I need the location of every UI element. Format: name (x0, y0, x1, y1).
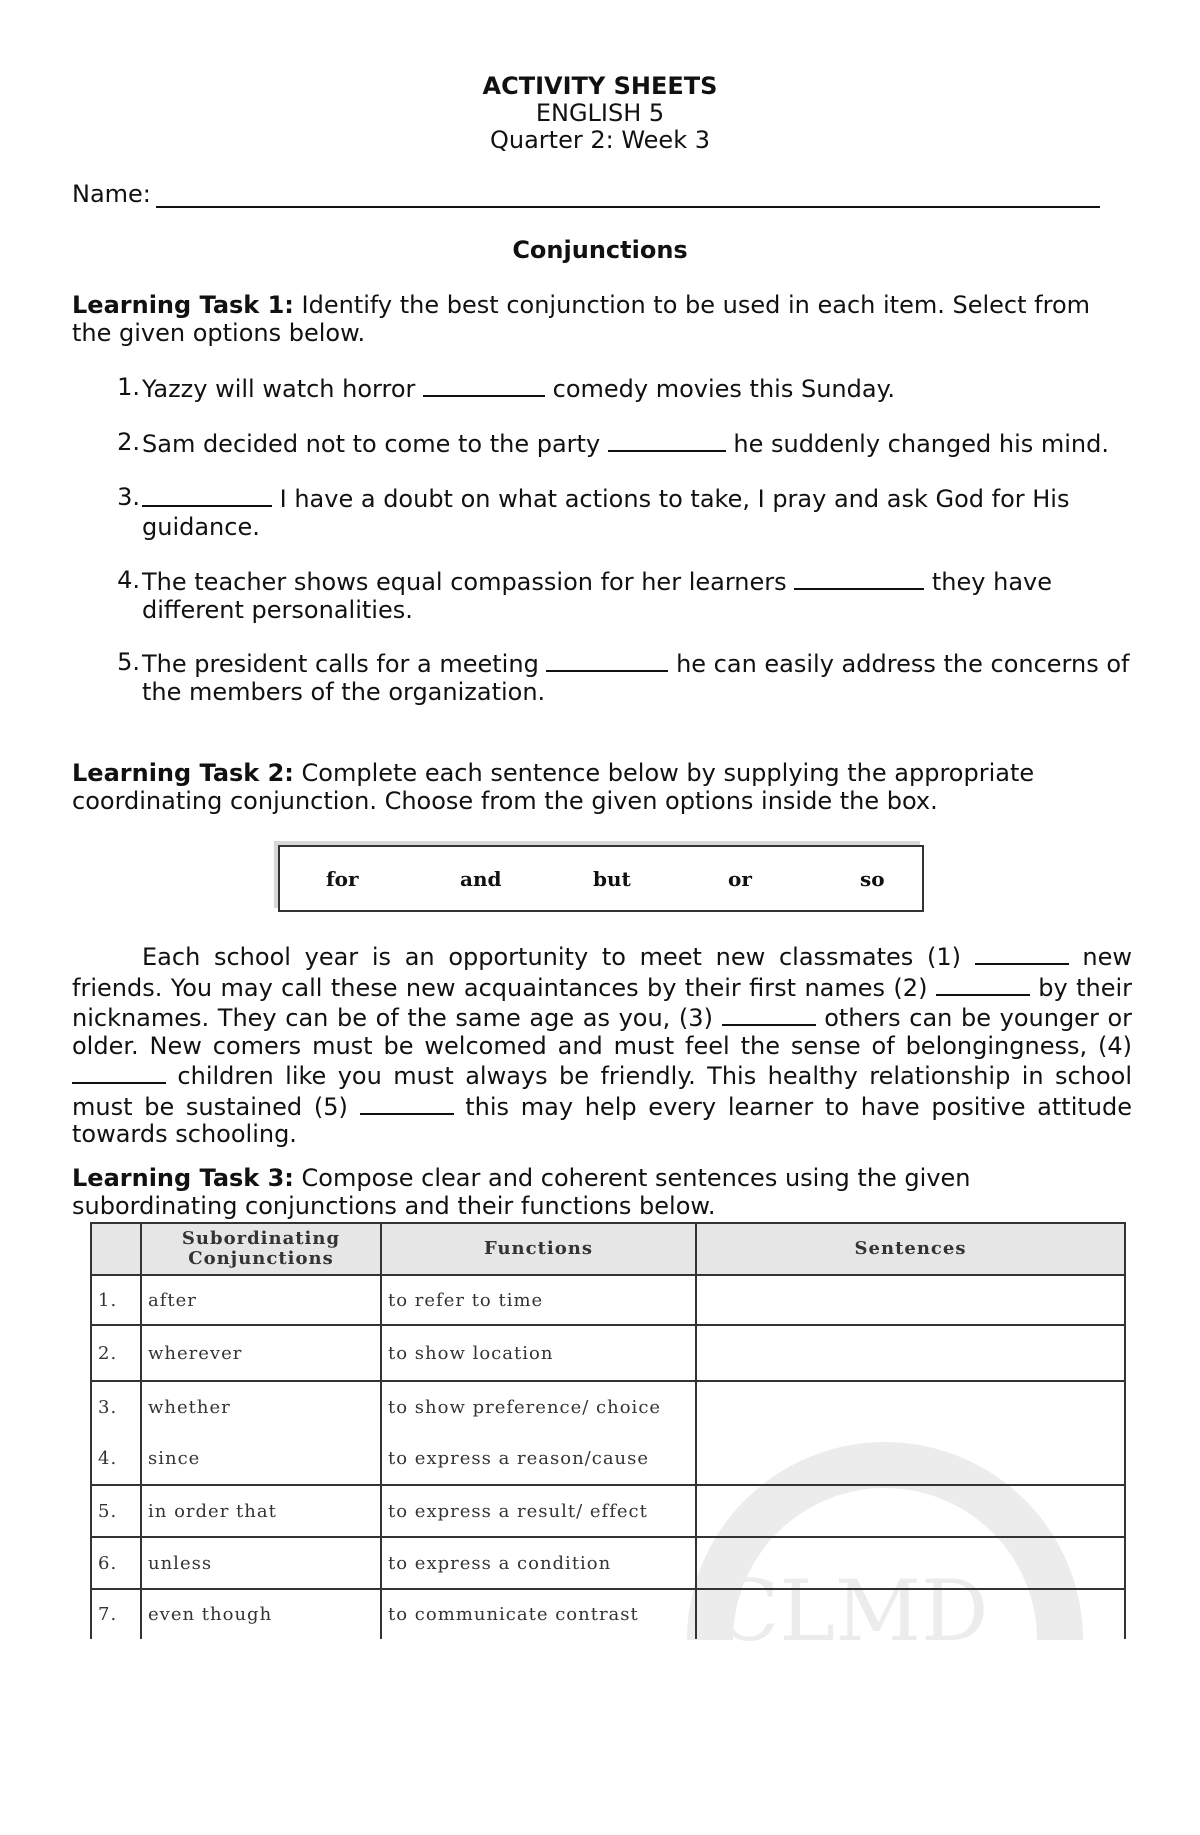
row-conjunction: whether (141, 1381, 381, 1433)
item-text-after: I have a doubt on what actions to take, I pray and ask God for His guidance. (142, 485, 1070, 541)
row-number: 2. (91, 1325, 141, 1381)
task2-instruction-text: Complete each sentence below by supplying the appropriate coordinating conjunction. Choose from the given options inside the box. (72, 759, 1035, 815)
conjunction-options-box (278, 845, 924, 912)
col-subordinating-conjunctions: Subordinating Conjunctions (141, 1223, 381, 1275)
item-text-after: he suddenly changed his mind. (725, 430, 1109, 458)
row-function: to communicate contrast (381, 1589, 696, 1639)
row-function: to refer to time (381, 1275, 696, 1325)
row-number: 6. (91, 1537, 141, 1589)
passage-text: new friends. You may call these new acquaintances by their first names (2) (72, 943, 1133, 1002)
table-row (91, 1589, 1125, 1639)
col-number (91, 1223, 141, 1275)
passage-blank-2[interactable] (936, 972, 1030, 996)
item-text-before: The president calls for a meeting (142, 650, 547, 678)
passage-text: children like you must always be friendly. This healthy relationship in school must be sustained (5) (72, 1062, 1132, 1121)
table-row (91, 1275, 1125, 1325)
passage-text: Each school year is an opportunity to meet new classmates (1) (142, 943, 975, 971)
item-text-before: Yazzy will watch horror (142, 375, 423, 403)
row-sentence-cell[interactable] (696, 1537, 1125, 1589)
col-functions: Functions (381, 1223, 696, 1275)
option-or: or (728, 867, 752, 891)
row-conjunction: unless (141, 1537, 381, 1589)
row-function: to express a result/ effect (381, 1485, 696, 1537)
answer-blank[interactable] (423, 373, 545, 397)
task1-label: Learning Task 1: (72, 291, 294, 319)
table-row (91, 1325, 1125, 1381)
task1-instructions (72, 291, 1132, 347)
task2-label: Learning Task 2: (72, 759, 294, 787)
option-but: but (593, 867, 631, 891)
item-text-after: he can easily address the concerns of the members of the organization. (142, 650, 1130, 706)
item-number: 2. (117, 428, 140, 456)
table-row (91, 1537, 1125, 1589)
row-number: 4. (91, 1433, 141, 1485)
answer-blank[interactable] (546, 648, 668, 672)
row-sentence-cell[interactable] (696, 1325, 1125, 1381)
row-conjunction: since (141, 1433, 381, 1485)
item-text-after: comedy movies this Sunday. (545, 375, 895, 403)
passage-blank-4[interactable] (72, 1060, 166, 1084)
task3-instructions (72, 1164, 1132, 1220)
answer-blank[interactable] (608, 428, 726, 452)
row-number: 5. (91, 1485, 141, 1537)
topic-title: Conjunctions (512, 236, 688, 264)
item-number: 3. (117, 483, 140, 511)
item-text-before: Sam decided not to come to the party (142, 430, 608, 458)
table-row (91, 1485, 1125, 1537)
option-for: for (326, 867, 359, 891)
option-so: so (860, 867, 885, 891)
row-function: to express a condition (381, 1537, 696, 1589)
item-number: 5. (117, 648, 140, 676)
row-sentence-cell[interactable] (696, 1275, 1125, 1325)
subordinating-conjunctions-table (90, 1222, 1126, 1639)
name-blank-line[interactable] (156, 206, 1100, 208)
task1-instruction-text: Identify the best conjunction to be used in each item. Select from the given options below. (72, 291, 1091, 347)
task2-passage (72, 941, 1132, 1149)
item-text-after: they have different personalities. (142, 568, 1052, 624)
passage-text: others can be younger or older. New comers must be welcomed and must feel the sense of belongingness, (4) (72, 1004, 1132, 1060)
row-sentence-cell[interactable] (696, 1589, 1125, 1639)
passage-text: by their nicknames. They can be of the same age as you, (3) (72, 973, 1133, 1032)
item-number: 4. (117, 566, 140, 594)
sheet-subject: ENGLISH 5 (535, 99, 665, 127)
answer-blank[interactable] (142, 483, 272, 507)
sheet-title: ACTIVITY SHEETS (482, 72, 718, 100)
item-text-before: The teacher shows equal compassion for her learners (142, 568, 795, 596)
row-conjunction: after (141, 1275, 381, 1325)
table-row (91, 1381, 1125, 1433)
row-number: 7. (91, 1589, 141, 1639)
task3-instruction-text: Compose clear and coherent sentences using the given subordinating conjunctions and their functions below. (72, 1164, 971, 1220)
name-label: Name: (72, 180, 151, 208)
watermark-text: CLMD (715, 1562, 989, 1660)
row-sentence-cell[interactable] (696, 1485, 1125, 1537)
row-number: 3. (91, 1381, 141, 1433)
option-and: and (460, 867, 502, 891)
row-sentence-cell[interactable] (696, 1381, 1125, 1485)
col-sentences: Sentences (696, 1223, 1125, 1275)
row-function: to show location (381, 1325, 696, 1381)
sheet-period: Quarter 2: Week 3 (490, 126, 710, 154)
task3-label: Learning Task 3: (72, 1164, 294, 1192)
row-number: 1. (91, 1275, 141, 1325)
row-conjunction: even though (141, 1589, 381, 1639)
answer-blank[interactable] (794, 566, 924, 590)
row-conjunction: wherever (141, 1325, 381, 1381)
item-number: 1. (117, 373, 140, 401)
task2-instructions (72, 759, 1132, 815)
row-conjunction: in order that (141, 1485, 381, 1537)
row-function: to show preference/ choice (381, 1381, 696, 1433)
passage-text: this may help every learner to have positive attitude towards schooling. (72, 1092, 1132, 1148)
passage-blank-1[interactable] (975, 941, 1069, 965)
row-function: to express a reason/cause (381, 1433, 696, 1485)
passage-blank-5[interactable] (360, 1091, 454, 1115)
passage-blank-3[interactable] (722, 1002, 816, 1026)
